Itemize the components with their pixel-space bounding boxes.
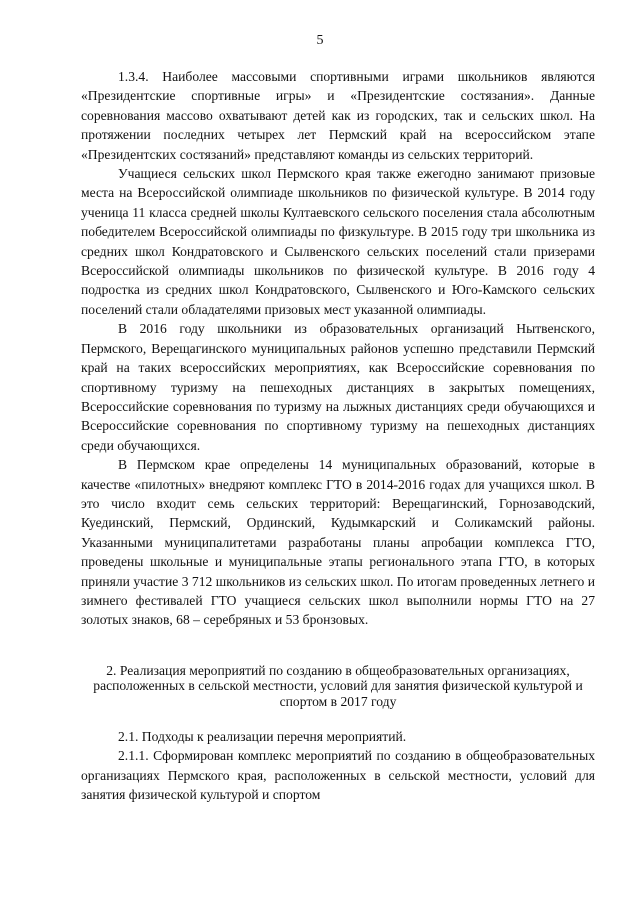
- paragraph-olympiad: Учащиеся сельских школ Пермского края также ежегодно занимают призовые места на Всероссийской олимпиаде школьников по физической культуре. В 2014 году ученица 11 класса средней школы Култаевского сельского поселения стала абсолютным победителем Всероссийской олимпиады по физкультуре. В 2015 году три школьника из средних школ Кондратовского и Сылвенского сельских поселений стали призерами Всероссийской олимпиады школьников по физической культуре. В 2016 году 4 подростка из средних школ Кондратовского, Сылвенского и Юго-Камского сельских поселений стали обладателями призовых мест указанной олимпиады.: [81, 166, 595, 317]
- paragraph-gto: В Пермском крае определены 14 муниципальных образований, которые в качестве «пилотных» внедряют комплекс ГТО в 2014-2016 годах для учащихся школ. В это число входит семь сельских территорий: Верещагинский, Горнозаводский, Куединский, Пермский, Ординский, Кудымкарский и Соликамский районы. Указанными муниципалитетами разработаны планы апробации комплекса ГТО, проведены школьные и муниципальные этапы регионального этапа ГТО, в которых приняли участие 3 712 школьников из сельских школ. По итогам проведенных летнего и зимнего фестивалей ГТО учащиеся сельских школ выполнили нормы ГТО на 27 золотых знаков, 68 – серебряных и 53 бронзовых.: [81, 457, 595, 628]
- document-body: [81, 67, 595, 805]
- paragraph-2-1-1: 2.1.1. Сформирован комплекс мероприятий по созданию в общеобразовательных организациях Пермского края, расположенных в сельской местности, условий для занятия физической культурой и спортом: [81, 748, 595, 803]
- paragraph-tourism: В 2016 году школьники из образовательных организаций Нытвенского, Пермского, Верещагинского муниципальных районов успешно представили Пермский край на таких всероссийских мероприятиях, как Всероссийские соревнования по спортивному туризму на пешеходных дистанциях в закрытых помещениях, Всероссийские соревнования по туризму на лыжных дистанциях среди обучающихся и Всероссийские соревнования по спортивному туризму на пешеходных дистанциях среди обучающихся.: [81, 321, 595, 453]
- section-2-heading: 2. Реализация мероприятий по созданию в общеобразовательных организациях, расположенных в сельской местности, условий для занятия физической культурой и спортом в 2017 году: [93, 662, 583, 709]
- page-number: 5: [316, 33, 324, 48]
- paragraph-1-3-4: 1.3.4. Наиболее массовыми спортивными играми школьников являются «Президентские спортивные игры» и «Президентские состязания». Данные соревнования массово охватывают детей как из городских, так и сельских школ. На протяжении последних четырех лет Пермский край на всероссийском этапе «Президентских состязаний» представляют команды из сельских территорий.: [81, 69, 595, 162]
- subsection-2-1-heading: 2.1. Подходы к реализации перечня мероприятий.: [118, 729, 407, 744]
